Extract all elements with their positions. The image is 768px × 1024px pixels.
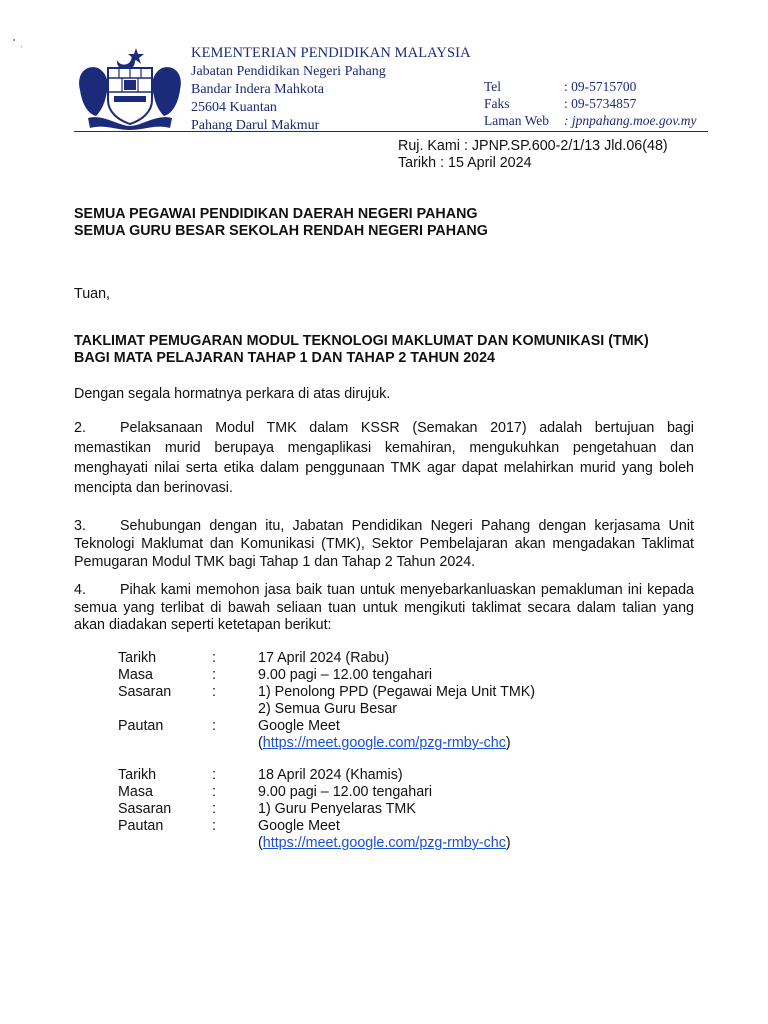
schedule-colon: : [212,684,216,700]
schedule-colon: : [212,718,216,734]
schedule-value: 9.00 pagi – 12.00 tengahari [258,784,433,800]
schedule-row-target [118,801,511,818]
schedule-spacer [212,701,258,718]
schedule-label: Tarikh [118,650,157,666]
schedule-colon: : [212,801,216,817]
schedule-colon: : [212,784,216,800]
schedule-row-date [118,767,511,784]
schedule-colon: : [212,767,216,783]
schedule-row-url [118,735,535,752]
contact-value: : jpnpahang.moe.gov.my [564,113,697,128]
letterhead-divider [74,131,708,132]
paragraph-2 [74,418,694,498]
paragraph-number: 4. [74,582,86,598]
department-name: Jabatan Pendidikan Negeri Pahang [191,64,386,79]
meet-link-wrapper: (https://meet.google.com/pzg-rmby-chc) [258,735,511,751]
schedule-value: 17 April 2024 (Rabu) [258,650,390,666]
schedule-value: Google Meet [258,718,340,734]
schedule-row-link [118,718,535,735]
subject-heading [74,333,649,367]
google-meet-link[interactable]: https://meet.google.com/pzg-rmby-chc [262,835,506,851]
salutation: Tuan, [74,286,111,302]
schedule-label: Masa [118,784,153,800]
contact-label: Tel [484,79,502,94]
recipient-line: SEMUA GURU BESAR SEKOLAH RENDAH NEGERI PAHANG [74,223,488,239]
letter-date: Tarikh : 15 April 2024 [398,155,532,171]
schedule-value: 1) Guru Penyelaras TMK [258,801,416,817]
subject-line: BAGI MATA PELAJARAN TAHAP 1 DAN TAHAP 2 TAHUN 2024 [74,350,496,366]
contact-value: : 09-5715700 [564,79,637,94]
coat-of-arms-icon [74,44,186,130]
schedule-row-date [118,650,535,667]
meet-link-wrapper: (https://meet.google.com/pzg-rmby-chc) [258,835,511,851]
contact-label: Laman Web [484,113,550,128]
paragraph-text: Pelaksanaan Modul TMK dalam KSSR (Semakan 2017) adalah bertujuan bagi memastikan murid berupaya mengaplikasi kemahiran, mengukuhkan pengetahuan dan menghayati nilai serta etika dalam penggunaan TMK agar dapat melahirkan murid yang boleh mencipta dan berinovasi. [74,420,694,496]
paragraph-text: Sehubungan dengan itu, Jabatan Pendidikan Negeri Pahang dengan kerjasama Unit Teknologi Maklumat dan Komunikasi (TMK), Sektor Pembelajaran akan mengadakan Taklimat Pemugaran Modul TMK bagi Tahap 1 dan Tahap 2 Tahun 2024. [74,518,694,570]
schedule-value: 18 April 2024 (Khamis) [258,767,403,783]
contact-row-web [484,112,696,129]
schedule-value: 2) Semua Guru Besar [258,701,398,717]
schedule-label: Masa [118,667,153,683]
schedule-colon: : [212,667,216,683]
schedule-row-time [118,667,535,684]
schedule-value: 1) Penolong PPD (Pegawai Meja Unit TMK) [258,684,536,700]
intro-paragraph: Dengan segala hormatnya perkara di atas dirujuk. [74,386,391,402]
contact-label: Faks [484,96,510,111]
paragraph-text: Pihak kami memohon jasa baik tuan untuk menyebarkanluaskan pemakluman ini kepada semua yang terlibat di bawah seliaan tuan untuk mengikuti taklimat secara dalam talian yang akan diadakan seperti ketetapan berikut: [74,582,694,633]
schedule-row-url [118,835,511,852]
schedule-colon: : [212,650,216,666]
reference-block [398,138,668,172]
google-meet-link[interactable]: https://meet.google.com/pzg-rmby-chc [262,735,506,751]
contact-block [484,78,696,129]
paragraph-number: 3. [74,518,86,534]
schedule-label: Sasaran [118,684,172,700]
schedule-label: Pautan [118,718,164,734]
address-line: Bandar Indera Mahkota [191,82,324,97]
recipient-line: SEMUA PEGAWAI PENDIDIKAN DAERAH NEGERI PAHANG [74,206,478,222]
schedule-spacer [118,835,212,852]
schedule-value: Google Meet [258,818,340,834]
ministry-name: KEMENTERIAN PENDIDIKAN MALAYSIA [191,45,471,61]
scan-speck [13,39,15,41]
schedule-session-1 [118,650,535,752]
schedule-spacer [212,735,258,752]
contact-row-tel [484,78,696,95]
schedule-row-target [118,684,535,701]
schedule-value: 9.00 pagi – 12.00 tengahari [258,667,433,683]
schedule-spacer [212,835,258,852]
schedule-row-link [118,818,511,835]
reference-number: Ruj. Kami : JPNP.SP.600-2/1/13 Jld.06(48) [398,138,668,154]
address-line: Pahang Darul Makmur [191,118,320,133]
paragraph-number: 2. [74,420,86,436]
address-line: 25604 Kuantan [191,100,277,115]
contact-value: : 09-5734857 [564,96,637,111]
schedule-colon: : [212,818,216,834]
recipients-block [74,206,488,240]
schedule-session-2 [118,767,511,852]
contact-row-fax [484,95,696,112]
schedule-spacer [118,701,212,718]
paragraph-3 [74,517,694,571]
schedule-label: Tarikh [118,767,157,783]
schedule-label: Pautan [118,818,164,834]
paragraph-4 [74,582,694,635]
scan-speck [21,46,22,47]
schedule-row-target-cont [118,701,535,718]
schedule-label: Sasaran [118,801,172,817]
ministry-address-block [191,44,471,135]
subject-line: TAKLIMAT PEMUGARAN MODUL TEKNOLOGI MAKLUMAT DAN KOMUNIKASI (TMK) [74,333,649,349]
schedule-row-time [118,784,511,801]
schedule-spacer [118,735,212,752]
